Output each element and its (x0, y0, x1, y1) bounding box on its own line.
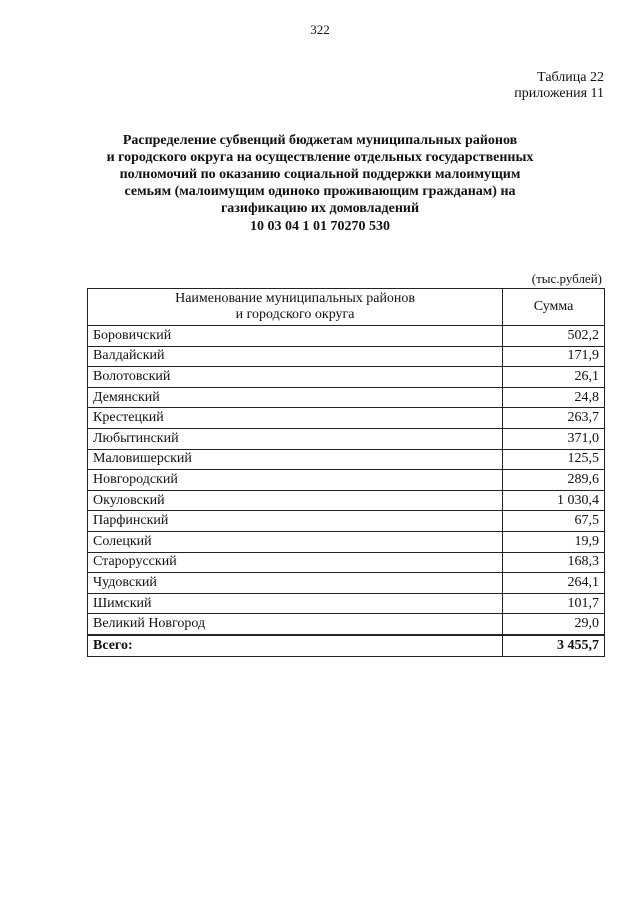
district-name: Боровичский (88, 326, 503, 347)
district-sum: 171,9 (503, 346, 605, 367)
district-name: Маловишерский (88, 449, 503, 470)
district-name: Великий Новгород (88, 614, 503, 635)
district-name: Парфинский (88, 511, 503, 532)
district-sum: 26,1 (503, 367, 605, 388)
district-sum: 289,6 (503, 470, 605, 491)
total-sum: 3 455,7 (503, 635, 605, 656)
district-name: Волотовский (88, 367, 503, 388)
district-sum: 29,0 (503, 614, 605, 635)
total-row (88, 635, 605, 656)
table-row (88, 428, 605, 449)
district-name: Крестецкий (88, 408, 503, 429)
district-name: Окуловский (88, 490, 503, 511)
table-row (88, 367, 605, 388)
header-sum: Сумма (503, 289, 605, 326)
table-row (88, 326, 605, 347)
title-line: семьям (малоимущим одиноко проживающим гражданам) на (124, 184, 516, 199)
table-row (88, 346, 605, 367)
district-sum: 263,7 (503, 408, 605, 429)
title-line: и городского округа на осуществление отдельных государственных (106, 150, 534, 165)
table-row (88, 449, 605, 470)
table-row (88, 531, 605, 552)
district-name: Шимский (88, 593, 503, 614)
district-name: Старорусский (88, 552, 503, 573)
title-line: полномочий по оказанию социальной поддержки малоимущим (119, 167, 521, 182)
header-name-line-1: Наименование муниципальных районов (175, 291, 416, 306)
district-sum: 502,2 (503, 326, 605, 347)
district-sum: 264,1 (503, 573, 605, 594)
district-sum: 168,3 (503, 552, 605, 573)
district-sum: 371,0 (503, 428, 605, 449)
district-name: Новгородский (88, 470, 503, 491)
table-row (88, 387, 605, 408)
district-sum: 19,9 (503, 531, 605, 552)
district-sum: 125,5 (503, 449, 605, 470)
table-row (88, 593, 605, 614)
header-name (88, 289, 503, 326)
district-name: Солецкий (88, 531, 503, 552)
page-number: 322 (310, 22, 330, 37)
table-row (88, 614, 605, 635)
table-row (88, 408, 605, 429)
total-label: Всего: (88, 635, 503, 656)
header-name-line-2: и городского округа (235, 307, 355, 322)
district-name: Любытинский (88, 428, 503, 449)
table-row (88, 470, 605, 491)
table-header-row (88, 289, 605, 326)
district-sum: 1 030,4 (503, 490, 605, 511)
title-line: Распределение субвенций бюджетам муниципальных районов (122, 133, 518, 148)
units-label: (тыс.рублей) (531, 271, 602, 286)
district-sum: 24,8 (503, 387, 605, 408)
district-name: Валдайский (88, 346, 503, 367)
district-sum: 101,7 (503, 593, 605, 614)
subvention-table (87, 288, 605, 657)
table-reference-line-1: Таблица 22 (537, 70, 604, 85)
district-sum: 67,5 (503, 511, 605, 532)
table-row (88, 490, 605, 511)
document-title (60, 132, 580, 235)
budget-code: 10 03 04 1 01 70270 530 (250, 219, 390, 234)
table-row (88, 552, 605, 573)
district-name: Чудовский (88, 573, 503, 594)
table-reference (514, 70, 604, 102)
title-line: газификацию их домовладений (220, 201, 420, 216)
table-row (88, 511, 605, 532)
table-row (88, 573, 605, 594)
district-name: Демянский (88, 387, 503, 408)
table-reference-line-2: приложения 11 (514, 86, 604, 101)
